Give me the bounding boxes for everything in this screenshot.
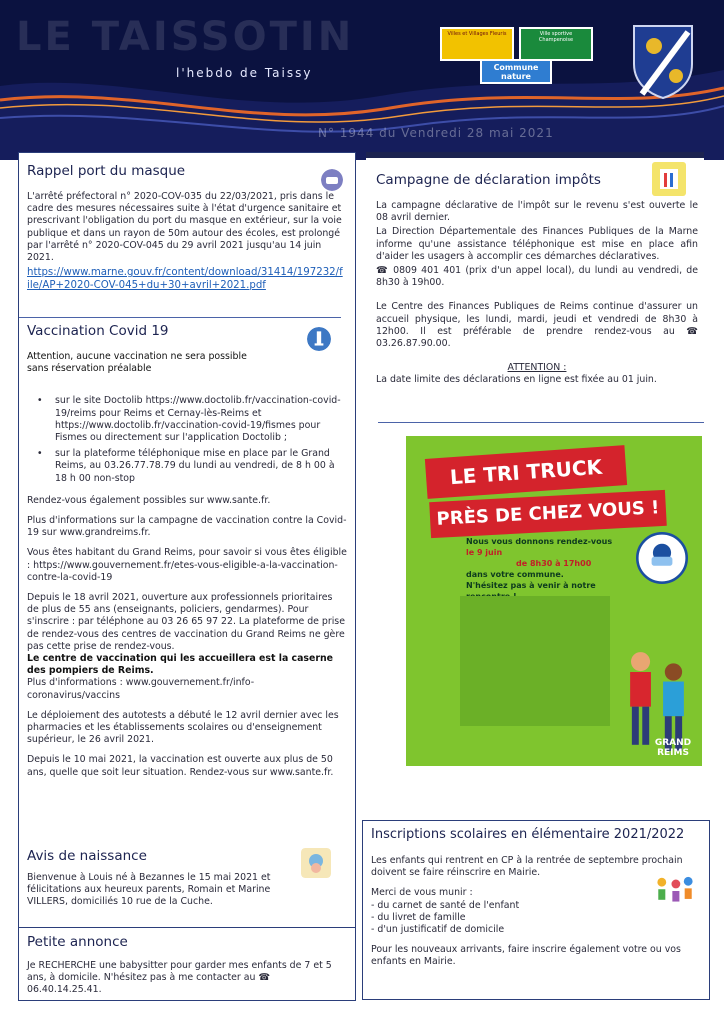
list-item: • sur la plateforme téléphonique mise en place par le Grand Reims, au 03.26.77.78.79 du lundi au vendredi, de 8 h 00 à 18 h 00 non-stop <box>27 448 347 485</box>
ville-sportive-badge: Ville sportive Champenoise <box>519 27 593 61</box>
naissance-title: Avis de naissance <box>27 848 147 864</box>
mask-icon <box>321 169 343 191</box>
vaccination-professionals: Depuis le 18 avril 2021, ouverture aux professionnels prioritaires de plus de 55 ans (enseignants, policiers, gendarmes). Pour s'inscrire : par téléphone au 03 26 65 97 22. La plateforme de prise de rendez-vous des centres de vaccination du Grand Reims ne gère pas cette prise de rendez-vous. <box>27 592 345 652</box>
masthead-title: LE TAISSOTIN <box>16 14 355 60</box>
vaccination-eligibility: Vous êtes habitant du Grand Reims, pour savoir si vous êtes éligible : https://www.gouvernement.fr/etes-vous-eligible-a-la-vaccination-contre-la-covid-19 <box>27 547 347 583</box>
masthead-banner <box>0 0 724 160</box>
masque-vaccination-box <box>18 152 356 844</box>
poster-partners <box>406 738 702 808</box>
poster-line: de 8h30 à 17h00 <box>516 559 592 568</box>
scolaires-documents-label: Merci de vous munir : <box>371 887 473 899</box>
poster-title: LE TRI TRUCK <box>425 445 627 499</box>
tri-truck-poster <box>406 436 702 808</box>
vaccine-icon <box>307 327 331 351</box>
impots-phone: ☎ 0809 401 401 (prix d'un appel local), du lundi au vendredi, de 8h30 à 19h00. <box>376 265 698 289</box>
list-item: - du carnet de santé de l'enfant <box>371 899 520 911</box>
vaccination-options <box>27 395 347 484</box>
masthead-subtitle: l'hebdo de Taissy <box>176 66 313 80</box>
autotests-text: Le déploiement des autotests a débuté le 12 avril dernier avec les pharmacies et les établissements scolaires ou d'enseignement supérieur, le 26 avril 2021. <box>27 709 339 746</box>
impots-assistance: La Direction Départementale des Finances Publiques de la Marne informe qu'une assistance téléphonique est mise en place afin d'aider les usagers à accomplir ces démarches déclaratives. <box>376 226 698 262</box>
villes-fleuris-badge: Villes et Villages Fleuris <box>440 27 514 61</box>
impots-box <box>366 152 704 424</box>
vaccination-rdv: Rendez-vous également possibles sur www.sante.fr. <box>27 494 271 506</box>
scolaires-intro: Les enfants qui rentrent en CP à la rentrée de septembre prochain doivent se faire réinscrire en Mairie. <box>371 855 683 879</box>
vaccination-warning: Attention, aucune vaccination ne sera possible sans réservation préalable <box>27 351 247 375</box>
poster-line: N'hésitez pas à venir à notre <box>466 581 596 590</box>
scolaires-title: Inscriptions scolaires en élémentaire 2021/2022 <box>371 827 685 842</box>
tax-form-icon <box>652 162 686 196</box>
poster-line: dans votre commune. <box>466 570 564 579</box>
poster-subtitle: PRÈS DE CHEZ VOUS ! <box>429 490 667 538</box>
annonce-text: Je RECHERCHE une babysitter pour garder mes enfants de 7 et 5 ans, à domicile. N'hésitez pas à me contacter au ☎ 06.40.14.25.41. <box>27 960 332 996</box>
scolaires-newcomers: Pour les nouveaux arrivants, faire inscrire également votre ou vos enfants en Mairie. <box>371 944 681 968</box>
poster-line: Nous vous donnons rendez-vous <box>466 537 613 546</box>
masque-text: L'arrêté préfectoral n° 2020-COV-035 du 22/03/2021, pris dans le cadre des mesures nécessaires suite à l'état d'urgence sanitaire et prescrivant l'obligation du port du masque en extérieur, sur la voie publique et dans un rayon de 50m autour des écoles, est prolongé par l'arrêté n° 2020-COV-045 du 29 avril 2021 jusqu'au 14 juin 2021. <box>27 191 342 264</box>
list-item: - d'un justificatif de domicile <box>371 924 505 936</box>
naissance-box <box>18 842 356 928</box>
masque-decree-link[interactable]: https://www.marne.gouv.fr/content/download/31414/197232/file/AP+2020-COV-045+du+30+avril+2021.pdf <box>27 267 343 292</box>
impots-deadline: La date limite des déclarations en ligne est fixée au 01 juin. <box>376 374 657 386</box>
poster-org: GRAND REIMS <box>654 738 692 758</box>
issue-number: N° 1944 du Vendredi 28 mai 2021 <box>318 126 554 140</box>
scolaires-box <box>362 820 710 1000</box>
coat-of-arms-icon <box>632 24 694 100</box>
vaccination-over-50: Depuis le 10 mai 2021, la vaccination est ouverte aux plus de 50 ans, quelle que soit leur situation. Rendez-vous sur www.sante.fr. <box>27 754 334 778</box>
mask-mandatory-icon <box>636 532 688 584</box>
impots-title: Campagne de déclaration impôts <box>376 172 601 188</box>
naissance-text: Bienvenue à Louis né à Bezannes le 15 mai 2021 et félicitations aux heureux parents, Romain et Marine VILLERS, domiciliés 10 rue de la Cuche. <box>27 872 271 908</box>
impots-campaign: La campagne déclarative de l'impôt sur le revenu s'est ouverte le 08 avril dernier. <box>376 200 698 224</box>
annonce-title: Petite annonce <box>27 934 128 950</box>
annonce-box <box>18 927 356 1001</box>
poster-line: le 9 juin <box>466 548 503 557</box>
vaccination-centre: Le centre de vaccination qui les accueillera est la caserne des pompiers de Reims. <box>27 653 334 677</box>
vaccination-title: Vaccination Covid 19 <box>27 323 169 339</box>
vaccination-info: Plus d'informations sur la campagne de vaccination contre la Covid-19 sur www.grandreims.fr. <box>27 515 347 539</box>
list-item: - du livret de famille <box>371 911 466 923</box>
vaccination-more-info: Plus d'informations : www.gouvernement.fr/info-coronavirus/vaccins <box>27 677 255 701</box>
list-item: • sur le site Doctolib https://www.doctolib.fr/vaccination-covid-19/reims pour Reims et Cernay-lès-Reims et https://www.doctolib.fr/vaccination-covid-19/fismes pour Fismes ou directement sur l'application Doctolib ; <box>27 395 347 444</box>
impots-attention: ATTENTION : <box>507 362 567 374</box>
baby-icon <box>301 848 331 878</box>
masque-title: Rappel port du masque <box>27 163 186 179</box>
impots-centre: Le Centre des Finances Publiques de Reims continue d'assurer un accueil physique, les lundi, mardi, jeudi et vendredi de 8h30 à 12h00. Il est préférable de prendre rendez-vous au ☎ 03.26.87.90.00. <box>376 301 698 350</box>
commune-nature-badge: Commune nature <box>480 59 552 84</box>
poster-info-panel <box>460 596 610 726</box>
